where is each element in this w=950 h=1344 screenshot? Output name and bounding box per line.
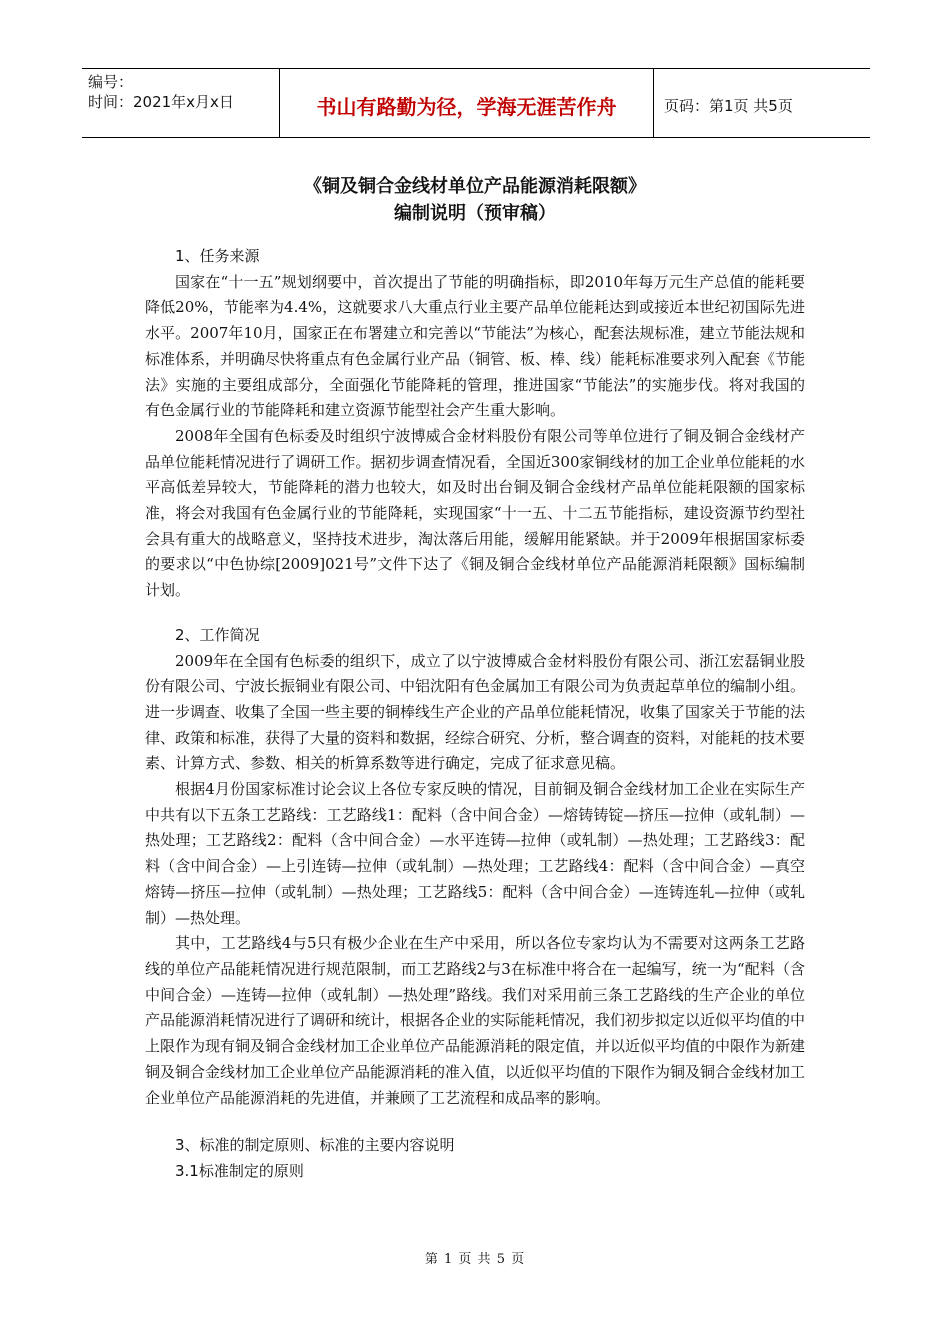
number-label: 编号： <box>88 73 134 91</box>
document-body <box>145 244 805 1185</box>
section-3-heading: 3、标准的制定原则、标准的主要内容说明 <box>175 1136 455 1155</box>
document-title: 《铜及铜合金线材单位产品能源消耗限额》 <box>304 176 646 197</box>
section-2-paragraph-2: 根据4月份国家标准讨论会议上各位专家反映的情况，目前铜及铜合金线材加工企业在实际生产中共有以下五条工艺路线：工艺路线1：配料（含中间合金）—熔铸铸锭—挤压—拉伸（或轧制）—热处理；工艺路线2：配料（含中间合金）—水平连铸—拉伸（或轧制）—热处理；工艺路线3：配料（含中间合金）—上引连铸—拉伸（或轧制）—热处理；工艺路线4：配料（含中间合金）—真空熔铸—挤压—拉伸（或轧制）—热处理；工艺路线5：配料（含中间合金）—连铸连轧—拉伸（或轧制）—热处理。 <box>145 780 805 927</box>
header-page-info: 页码：第1页 共5页 <box>664 96 793 115</box>
time-label: 时间：2021年x月x日 <box>88 93 234 111</box>
header-meta <box>82 69 280 137</box>
section-3-1-heading: 3.1标准制定的原则 <box>175 1161 304 1180</box>
section-1-paragraph-2: 2008年全国有色标委及时组织宁波博威合金材料股份有限公司等单位进行了铜及铜合金线材产品单位能耗情况进行了调研工作。据初步调查情况看，全国近300家铜线材的加工企业单位能耗的水平高低差异较大，节能降耗的潜力也较大，如及时出台铜及铜合金线材产品单位能耗限额的国家标准，将会对我国有色金属行业的节能降耗，实现国家“十一五、十二五节能指标，建设资源节约型社会具有重大的战略意义，坚持技术进步，淘汰落后用能，缓解用能紧缺。并于2009年根据国家标委的要求以“中色协综[2009]021号”文件下达了《铜及铜合金线材单位产品能源消耗限额》国标编制计划。 <box>145 426 805 600</box>
section-2-heading: 2、工作简况 <box>175 625 260 644</box>
section-1-paragraph-1: 国家在“十一五”规划纲要中，首次提出了节能的明确指标，即2010年每万元生产总值的能耗要降低20%，节能率为4.4%，这就要求八大重点行业主要产品单位能耗达到或接近本世纪初国际先进水平。2007年10月，国家正在布署建立和完善以“节能法”为核心，配套法规标准，建立节能法规和标准体系，并明确尽快将重点有色金属行业产品（铜管、板、棒、线）能耗标准要求列入配套《节能法》实施的主要组成部分，全面强化节能降耗的管理，推进国家“节能法”的实施步伐。将对我国的有色金属行业的节能降耗和建立资源节能型社会产生重大影响。 <box>145 272 806 420</box>
section-2-paragraph-1: 2009年在全国有色标委的组织下，成立了以宁波博威合金材料股份有限公司、浙江宏磊铜业股份有限公司、宁波长振铜业有限公司、中铝沈阳有色金属加工有限公司为负责起草单位的编制小组。进一步调查、收集了全国一些主要的铜棒线生产企业的产品单位能耗情况，收集了国家关于节能的法律、政策和标准，获得了大量的资料和数据，经综合研究、分析，整合调查的资料，对能耗的技术要素、计算方式、参数、相关的析算系数等进行确定，完成了征求意见稿。 <box>145 651 806 773</box>
document-subtitle: 编制说明（预审稿） <box>394 203 556 224</box>
header-motto: 书山有路勤为径，学海无涯苦作舟 <box>280 69 654 137</box>
section-1-heading: 1、任务来源 <box>175 247 260 265</box>
page-header <box>82 68 870 138</box>
section-2-paragraph-3: 其中，工艺路线4与5只有极少企业在生产中采用，所以各位专家均认为不需要对这两条工艺路线的单位产品能耗情况进行规范限制，而工艺路线2与3在标准中将合在一起编写，统一为“配料（含中间合金）—连铸—拉伸（或轧制）—热处理”路线。我们对采用前三条工艺路线的生产企业的单位产品能源消耗情况进行了调研和统计，根据各企业的实际能耗情况，我们初步拟定以近似平均值的中上限作为现有铜及铜合金线材加工企业单位产品能源消耗的限定值，并以近似平均值的中限作为新建铜及铜合金线材加工企业单位产品能源消耗的准入值，以近似平均值的下限作为铜及铜合金线材加工企业单位产品能源消耗的先进值，并兼顾了工艺流程和成品率的影响。 <box>145 934 806 1107</box>
page-footer: 第 1 页 共 5 页 <box>424 1252 526 1267</box>
